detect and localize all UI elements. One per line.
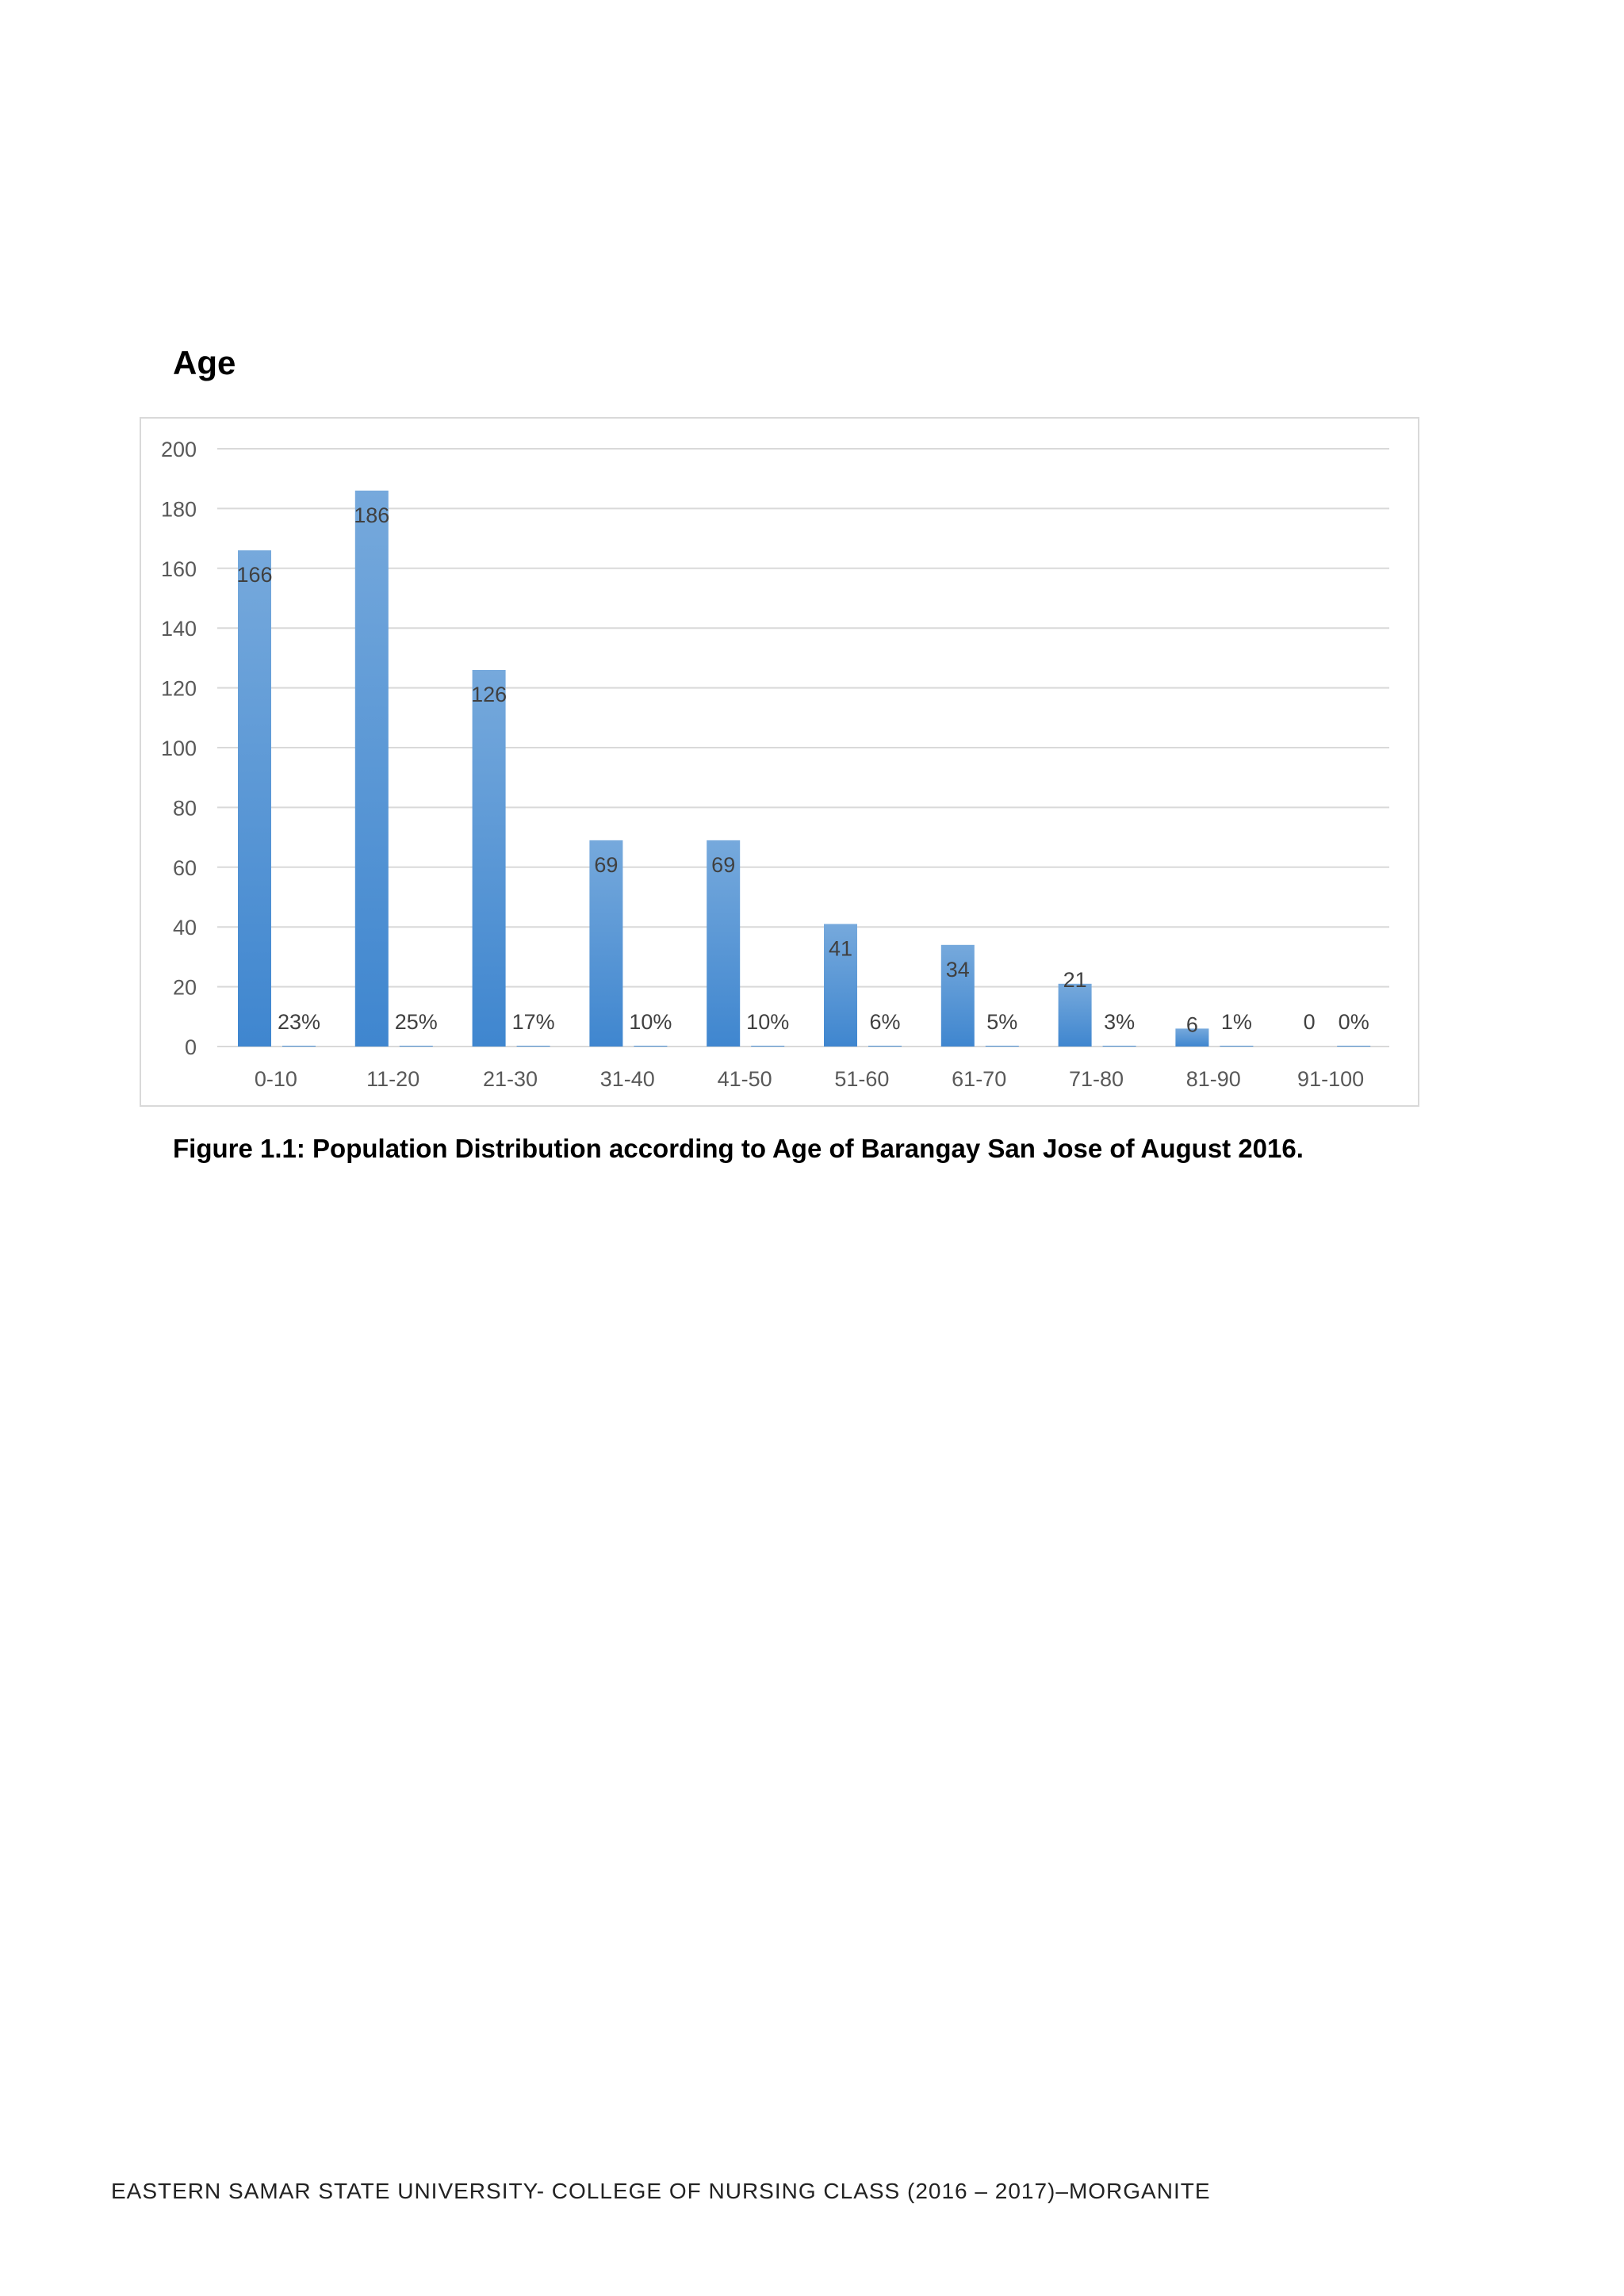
bar-percent (282, 1046, 316, 1047)
bar-percent (868, 1046, 902, 1047)
percent-data-label: 0% (1338, 1010, 1369, 1034)
x-tick-label: 81-90 (1185, 1067, 1241, 1091)
x-axis-ticks (255, 1067, 1364, 1091)
percent-data-label: 17% (511, 1010, 555, 1034)
count-data-label: 69 (594, 852, 619, 877)
count-data-label: 166 (236, 563, 273, 587)
bar-percent (986, 1046, 1019, 1047)
x-tick-label: 0-10 (254, 1067, 297, 1091)
bar-percent (400, 1046, 433, 1047)
percent-data-label: 10% (746, 1010, 790, 1034)
gridlines (217, 449, 1389, 1047)
bar-percent (1220, 1046, 1253, 1047)
y-tick-label: 60 (172, 855, 197, 880)
percent-data-label: 5% (986, 1010, 1018, 1034)
bar-count (355, 491, 389, 1047)
y-tick-label: 200 (160, 438, 197, 461)
count-data-label: 126 (471, 682, 508, 706)
bar-percent (751, 1046, 784, 1047)
x-tick-label: 21-30 (482, 1067, 538, 1091)
percent-data-label: 6% (869, 1010, 901, 1034)
bars (238, 491, 1370, 1047)
count-data-label: 6 (1185, 1012, 1198, 1037)
count-data-label: 21 (1063, 967, 1087, 992)
page-footer: EASTERN SAMAR STATE UNIVERSITY- COLLEGE OF NURSING CLASS (2016 – 2017)–MORGANITE (111, 2179, 1211, 2203)
bar-percent (1103, 1046, 1136, 1047)
y-tick-label: 140 (160, 617, 197, 641)
data-labels (236, 503, 1369, 1037)
bar-count (473, 670, 506, 1047)
percent-data-label: 25% (394, 1010, 438, 1034)
percent-data-label: 10% (629, 1010, 672, 1034)
y-tick-label: 20 (172, 975, 197, 1000)
x-tick-label: 11-20 (366, 1067, 420, 1091)
bar-count (238, 550, 271, 1047)
bar-percent (517, 1046, 550, 1047)
bar-count (1059, 984, 1092, 1047)
percent-data-label: 1% (1220, 1010, 1252, 1034)
count-data-label: 0 (1303, 1010, 1316, 1034)
y-tick-label: 0 (184, 1035, 197, 1059)
percent-data-label: 3% (1104, 1010, 1136, 1034)
figure-caption: Figure 1.1: Population Distribution according to Age of Barangay San Jose of August 2016. (173, 1134, 1304, 1163)
x-tick-label: 91-100 (1297, 1067, 1365, 1091)
bar-percent (1337, 1046, 1370, 1047)
count-data-label: 186 (354, 503, 390, 527)
chart-area (140, 417, 1419, 1107)
y-axis-ticks (161, 438, 197, 1059)
x-tick-label: 51-60 (834, 1067, 890, 1091)
percent-data-label: 23% (277, 1010, 321, 1034)
chart-heading: Age (173, 344, 236, 381)
y-tick-label: 120 (160, 676, 197, 701)
y-tick-label: 80 (172, 796, 197, 821)
bar-chart (141, 419, 1418, 1105)
count-data-label: 41 (828, 936, 853, 961)
x-tick-label: 41-50 (717, 1067, 772, 1091)
count-data-label: 34 (945, 957, 970, 982)
y-tick-label: 160 (160, 557, 197, 581)
count-data-label: 69 (711, 852, 736, 877)
bar-percent (634, 1046, 667, 1047)
x-tick-label: 71-80 (1068, 1067, 1124, 1091)
y-tick-label: 180 (160, 497, 197, 522)
y-tick-label: 40 (172, 916, 197, 940)
x-tick-label: 31-40 (599, 1067, 655, 1091)
x-tick-label: 61-70 (952, 1067, 1007, 1091)
y-tick-label: 100 (160, 737, 197, 760)
